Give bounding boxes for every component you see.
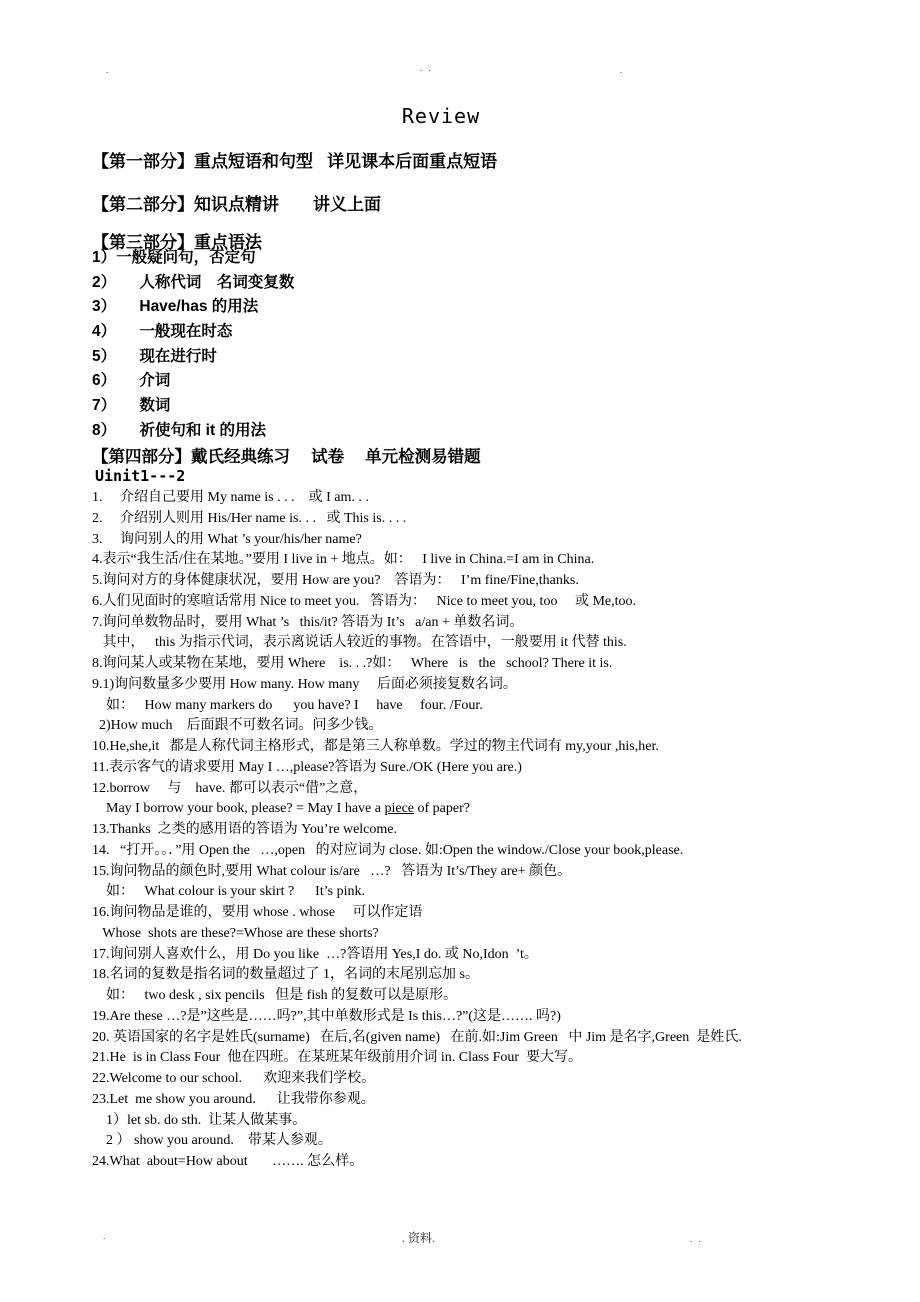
note-line bbox=[92, 882, 742, 903]
note-text: 12.borrow 与 have. 都可以表示“借”之意， bbox=[92, 780, 368, 796]
section-heading-part2: 【第二部分】知识点精讲 讲义上面 bbox=[92, 195, 381, 214]
note-line bbox=[92, 1090, 742, 1111]
footer-text: . 资料. bbox=[402, 1231, 436, 1245]
note-text: 18.名词的复数是指名词的数量超过了 1，名词的末尾别忘加 s。 bbox=[92, 967, 479, 983]
note-line bbox=[92, 613, 742, 634]
note-text: 24.What about=How about ……. 怎么样。 bbox=[92, 1154, 364, 1169]
grammar-point: 6） 介词 bbox=[92, 372, 171, 390]
header-mark-center: . . bbox=[420, 63, 433, 73]
grammar-point: 1）一般疑问句，否定句 bbox=[92, 249, 256, 266]
note-line bbox=[92, 799, 742, 820]
note-line bbox=[92, 924, 742, 945]
note-line bbox=[92, 509, 742, 530]
note-line bbox=[92, 1048, 742, 1069]
note-line bbox=[92, 737, 742, 758]
note-line bbox=[92, 633, 742, 654]
note-text: 2. 介绍别人则用 His/Her name is. . . 或 This is. . . . bbox=[92, 510, 407, 526]
note-text: 8.询问某人或某物在某地，要用 Where is. . .?如： Where is the school? There it is. bbox=[92, 656, 613, 671]
note-line bbox=[92, 862, 742, 883]
section-heading-part3: 【第三部分】重点语法 bbox=[92, 233, 262, 252]
note-text: 16.询问物品是谁的，要用 whose . whose 可以作定语 bbox=[92, 905, 423, 920]
note-text: 22.Welcome to our school. 欢迎来我们学校。 bbox=[92, 1071, 376, 1086]
note-text: 5.询问对方的身体健康状况，要用 How are you? 答语为： I’m fine/Fine,thanks. bbox=[92, 573, 579, 588]
notes-list bbox=[92, 488, 742, 1173]
grammar-point: 8） 祈使句和 it 的用法 bbox=[92, 421, 266, 439]
note-text: 19.Are these …?是”这些是……吗?”,其中单数形式是 Is this…?”(这是……. 吗?) bbox=[92, 1008, 561, 1024]
note-text: 15.询问物品的颜色时,要用 What colour is/are …? 答语为 It’s/They are+ 颜色。 bbox=[92, 863, 572, 879]
note-text: 2 ） show you around. 带某人参观。 bbox=[92, 1133, 332, 1149]
note-underlined-text: piece bbox=[384, 801, 415, 817]
note-text: 如： How many markers do you have? I have four. /Four. bbox=[92, 697, 483, 713]
note-text: 14. “打开。。．”用 Open the …,open 的对应词为 close. 如:Open the window./Close your book,please. bbox=[92, 842, 684, 858]
note-text: Whose shots are these?=Whose are these shorts? bbox=[92, 925, 379, 941]
note-text: 1. 介绍自己要用 My name is . . . 或 I am. . . bbox=[92, 490, 369, 505]
note-text: 如： What colour is your skirt ? It’s pink. bbox=[92, 884, 365, 900]
note-line bbox=[92, 716, 742, 737]
note-text: 2)How much 后面跟不可数名词。问多少钱。 bbox=[92, 718, 383, 734]
note-text: 17.询问别人喜欢什么，用 Do you like …?答语用 Yes,I do. 或 No,Idon ’t。 bbox=[92, 946, 538, 962]
header-mark-right: . bbox=[620, 65, 625, 75]
note-text: 如： two desk , six pencils 但是 fish 的复数可以是原形。 bbox=[92, 988, 458, 1003]
section-heading-part4: 【第四部分】戴氏经典练习 试卷 单元检测易错题 bbox=[92, 448, 481, 466]
note-text: 9.1)询问数量多少要用 How many. How many 后面必须接复数名词。 bbox=[92, 676, 517, 692]
note-line bbox=[92, 779, 742, 800]
note-line bbox=[92, 571, 742, 592]
note-line bbox=[92, 758, 742, 779]
note-line bbox=[92, 903, 742, 924]
note-line bbox=[92, 696, 742, 717]
note-line bbox=[92, 1069, 742, 1090]
note-line bbox=[92, 820, 742, 841]
grammar-points-list bbox=[92, 246, 294, 444]
note-text: 20. 英语国家的名字是姓氏(surname) 在后,名(given name) 在前.如:Jim Green 中 Jim 是名字,Green 是姓氏. bbox=[92, 1029, 742, 1045]
note-line bbox=[92, 530, 742, 551]
footer-mark-left: . bbox=[103, 1231, 108, 1241]
footer-mark-right: . . bbox=[690, 1234, 703, 1244]
note-text: 10.He,she,it 都是人称代词主格形式，都是第三人称单数。学过的物主代词有 my,your ,his,her. bbox=[92, 739, 659, 754]
note-line bbox=[92, 1152, 742, 1173]
note-text: 7.询问单数物品时，要用 What ’s this/it? 答语为 It’s a/an + 单数名词。 bbox=[92, 614, 524, 630]
note-line bbox=[92, 592, 742, 613]
note-text: 6.人们见面时的寒喧话常用 Nice to meet you. 答语为： Nice to meet you, too 或 Me,too. bbox=[92, 593, 636, 609]
note-text: 13.Thanks 之类的感用语的答语为 You’re welcome. bbox=[92, 822, 397, 837]
note-text: 11.表示客气的请求要用 May I …,please?答语为 Sure./OK (Here you are.) bbox=[92, 759, 522, 775]
note-text: 4.表示“我生活/住在某地。”要用 I live in + 地点。如： I live in China.=I am in China. bbox=[92, 552, 595, 568]
note-text: 其中， this 为指示代词，表示离说话人较近的事物。在答语中，一般要用 it 代替 this. bbox=[92, 635, 627, 651]
note-line bbox=[92, 488, 742, 509]
grammar-point: 5） 现在进行时 bbox=[92, 347, 217, 365]
note-text-continued: of paper? bbox=[414, 801, 470, 817]
section-heading-part1: 【第一部分】重点短语和句型 详见课本后面重点短语 bbox=[92, 152, 498, 171]
note-line bbox=[92, 675, 742, 696]
note-text: May I borrow your book, please? = May I have a bbox=[92, 801, 385, 817]
note-line bbox=[92, 986, 742, 1007]
note-text: 21.He is in Class Four 他在四班。在某班某年级前用介词 in. Class Four 要大写。 bbox=[92, 1050, 583, 1066]
note-text: 3. 询问别人的用 What ’s your/his/her name? bbox=[92, 531, 362, 547]
note-line bbox=[92, 550, 742, 571]
grammar-point: 3） Have/has 的用法 bbox=[92, 298, 259, 316]
grammar-point: 2） 人称代词 名词变复数 bbox=[92, 273, 295, 291]
note-line bbox=[92, 841, 742, 862]
header-mark-left: . bbox=[106, 65, 111, 75]
note-line bbox=[92, 654, 742, 675]
grammar-point: 4） 一般现在时态 bbox=[92, 323, 233, 341]
note-line bbox=[92, 1131, 742, 1152]
page-title: Review bbox=[401, 104, 481, 128]
note-text: 23.Let me show you around. 让我带你参观。 bbox=[92, 1091, 375, 1107]
note-line bbox=[92, 945, 742, 966]
note-line bbox=[92, 965, 742, 986]
note-line bbox=[92, 1007, 742, 1028]
note-text: 1）let sb. do sth. 让某人做某事。 bbox=[92, 1112, 307, 1128]
grammar-point: 7） 数词 bbox=[92, 397, 171, 415]
note-line bbox=[92, 1111, 742, 1132]
unit-label: Uinit1---2 bbox=[95, 467, 186, 485]
note-line bbox=[92, 1028, 742, 1049]
